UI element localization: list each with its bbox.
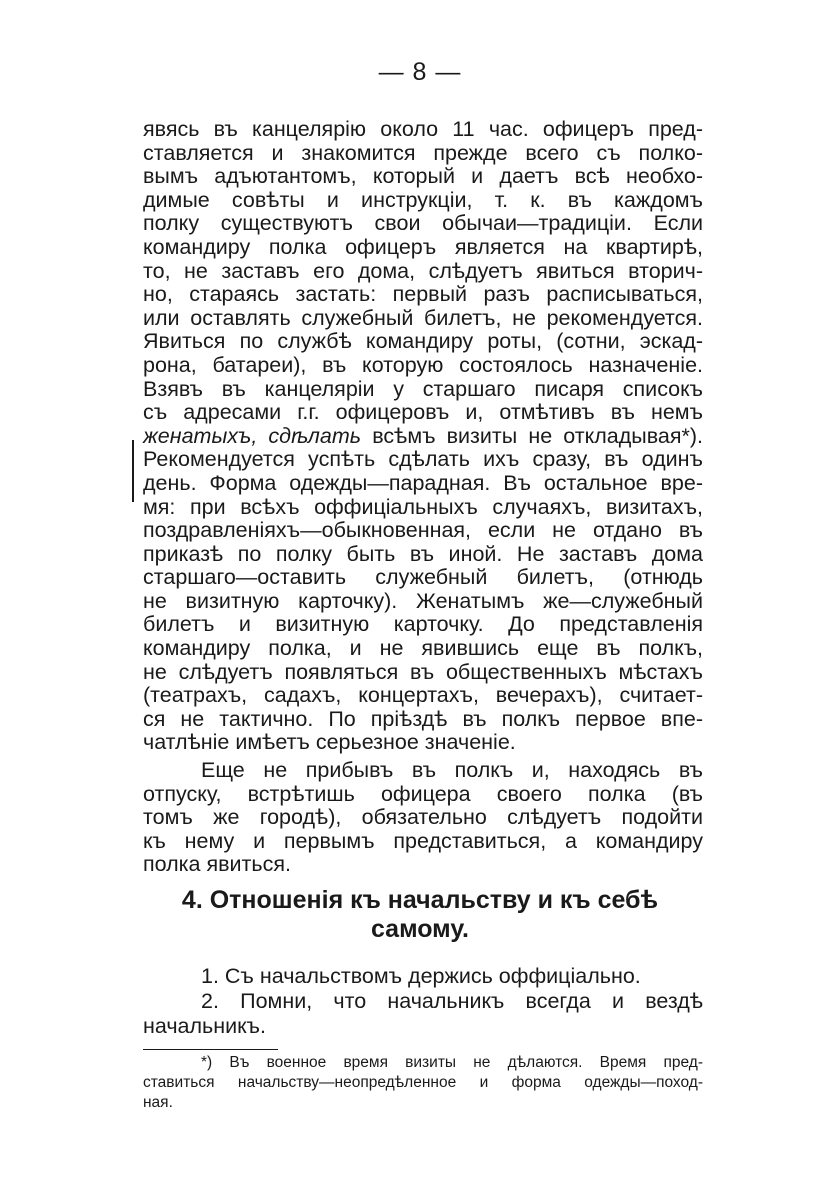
- rule-item: 2. Помни, что начальникъ всегда и вездѣ: [201, 989, 703, 1013]
- text-line: командиру полка офицеръ является на квартирѣ,: [143, 234, 703, 259]
- text-fragment: всѣмъ визиты не откладывая*).: [361, 423, 703, 448]
- text-line: (театрахъ, садахъ, концертахъ, вечерахъ), считает-: [143, 683, 703, 708]
- text-line: вымъ адъютантомъ, который и даетъ всѣ необхо-: [143, 164, 703, 189]
- text-line: томъ же городѣ), обязательно слѣдуетъ подойти: [143, 805, 703, 830]
- text-line: приказѣ по полку быть въ иной. Не заставъ дома: [143, 541, 703, 566]
- text-line: къ нему и первымъ представиться, а командиру: [143, 828, 703, 853]
- text-line: ся не тактично. По пріѣздѣ въ полкъ первое впе-: [143, 706, 703, 731]
- text-line: поздравленіяхъ—обыкновенная, если не отдано въ: [143, 518, 703, 543]
- text-line: рона, батареи), въ которую состоялось назначеніе.: [143, 352, 703, 377]
- text-line: полку существуютъ свои обычаи—традиціи. Если: [143, 211, 703, 236]
- text-line: Взявъ въ канцеляріи у старшаго писаря списокъ: [143, 376, 703, 401]
- footnote-line: *) Въ военное время визиты не дѣлаются. Время пред-: [201, 1054, 703, 1071]
- text-line: день. Форма одежды—парадная. Въ остальное вре-: [143, 470, 703, 495]
- heading-line: самому.: [370, 915, 470, 943]
- text-line: Явиться по службѣ командиру роты, (сотни, эскад-: [143, 329, 703, 354]
- text-line: ставляется и знакомится прежде всего съ полко-: [143, 140, 703, 165]
- rule-item: 1. Съ начальствомъ держись оффиціально.: [201, 964, 641, 988]
- text-line: билетъ и визитную карточку. До представленія: [143, 612, 703, 637]
- margin-marker-line: [132, 440, 134, 502]
- footnote-line: ная.: [143, 1094, 173, 1111]
- italic-phrase: женатыхъ, сдѣлать: [143, 423, 362, 448]
- text-line: или оставлять служебный билетъ, не рекомендуется.: [143, 305, 703, 330]
- text-line: отпуску, встрѣтишь офицера своего полка (въ: [143, 781, 703, 806]
- footnote-divider: [143, 1049, 278, 1050]
- text-line: мя: при всѣхъ оффиціальныхъ случаяхъ, визитахъ,: [143, 494, 703, 519]
- text-line: димые совѣты и инструкціи, т. к. въ каждомъ: [143, 187, 703, 212]
- text-line: чатлѣніе имѣетъ серьезное значеніе.: [143, 730, 516, 755]
- text-line: полка явиться.: [143, 852, 291, 877]
- text-line: но, стараясь застать: первый разъ расписываться,: [143, 282, 703, 307]
- text-line: Рекомендуется успѣть сдѣлать ихъ сразу, въ одинъ: [143, 447, 703, 472]
- footnote: [143, 1053, 703, 1113]
- text-line: съ адресами г.г. офицеровъ и, отмѣтивъ въ немъ: [143, 400, 703, 425]
- footnote-line: ставиться начальству—неопредѣленное и форма одежды—поход-: [143, 1074, 703, 1091]
- text-line: не визитную карточку). Женатымъ же—служебный: [143, 588, 703, 613]
- rules-list: [143, 964, 703, 1039]
- page-number: — 8 —: [378, 58, 462, 86]
- heading-line: 4. Отношенія къ начальству и къ себѣ: [181, 886, 659, 914]
- body-text: [143, 118, 703, 877]
- text-line: не слѣдуетъ появляться въ общественныхъ мѣстахъ: [143, 659, 703, 684]
- rule-item-continuation: начальникъ.: [143, 1014, 266, 1038]
- paragraph-2: [143, 759, 703, 877]
- text-line: то, не заставъ его дома, слѣдуетъ явиться вторич-: [143, 258, 703, 283]
- text-line: Еще не прибывъ въ полкъ и, находясь въ: [201, 758, 703, 783]
- text-line-italic: [143, 425, 703, 449]
- section-heading: [120, 886, 720, 944]
- text-line: командиру полка, и не явившись еще въ полкъ,: [143, 636, 703, 661]
- paragraph-1: [143, 118, 703, 755]
- text-line: явясь въ канцелярію около 11 час. офицеръ пред-: [143, 117, 703, 141]
- text-line: старшаго—оставить служебный билетъ, (отнюдь: [143, 565, 703, 590]
